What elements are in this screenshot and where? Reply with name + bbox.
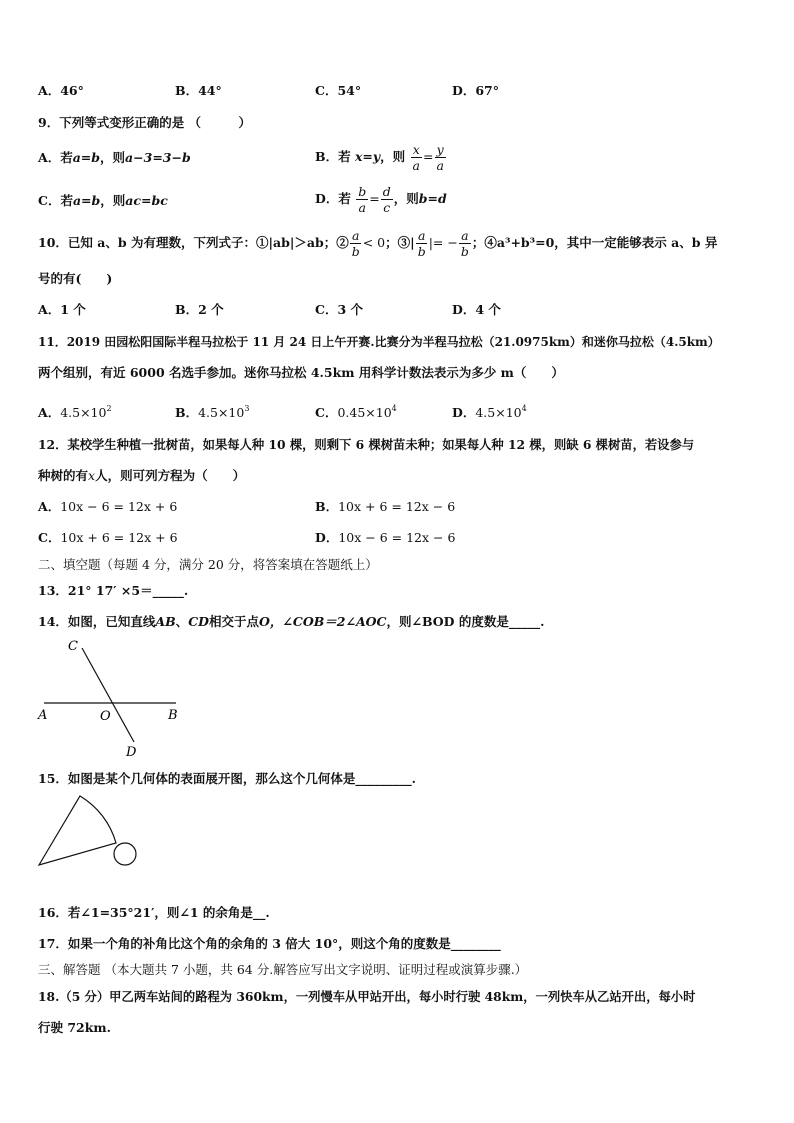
q11-stem-line2: 两个组别，有近 6000 名选手参加。迷你马拉松 4.5km 用科学计数法表示为多少 m（ ） — [38, 365, 564, 380]
q12-option-c: C．10x + 6 = 12x + 6 — [38, 530, 178, 545]
q12-option-d: D．10x − 6 = 12x − 6 — [315, 530, 456, 545]
q10-option-d: D．4 个 — [452, 302, 501, 317]
base-circle — [114, 843, 136, 865]
q8-option-b: B．44° — [175, 83, 222, 98]
q9-option-b: B．若 x=y，则 $\frac{x}{a}$ = $\frac{y}{a}$ — [315, 142, 444, 173]
q18-stem-line2: 行驶 72km. — [38, 1020, 111, 1035]
q18-stem-line1: 18.（5 分）甲乙两车站间的路程为 360km，一列慢车从甲站开出，每小时行驶 48km，一列快车从乙站开出，每小时 — [38, 989, 696, 1004]
q9-option-a: A．若a=b，则a−3=3−b — [38, 150, 191, 165]
q16-stem: 16．若∠1=35°21′，则∠1 的余角是__. — [38, 905, 270, 920]
q9-stem: 9．下列等式变形正确的是 （ ） — [38, 115, 252, 130]
q11-stem-line1: 11．2019 田园松阳国际半程马拉松于 11 月 24 日上午开赛.比赛分为半程马拉松（21.0975km）和迷你马拉松（4.5km） — [38, 335, 720, 349]
fraction: $\frac{a}{b}$ — [417, 228, 426, 259]
q10-option-c: C．3 个 — [315, 302, 363, 317]
q8-option-a: A．46° — [38, 83, 84, 98]
label-d: D — [126, 745, 137, 760]
label-a: A — [38, 708, 48, 723]
label-c: C — [68, 639, 78, 654]
q9-option-d: D．若 $\frac{b}{a}$ = $\frac{d}{c}$ ，则b=d — [315, 184, 447, 215]
section-fill-in-heading: 二、填空题（每题 4 分，满分 20 分，将答案填在答题纸上） — [38, 557, 378, 572]
q14-stem: 14．如图，已知直线AB、CD相交于点O，∠COB＝2∠AOC，则∠BOD 的度数是_____. — [38, 614, 545, 629]
q10-option-a: A．1 个 — [38, 302, 86, 317]
q12-stem-line1: 12．某校学生种植一批树苗，如果每人种 10 棵，则剩下 6 棵树苗未种；如果每人种 12 棵，则缺 6 棵树苗，若设参与 — [38, 437, 695, 452]
fraction: $\frac{d}{c}$ — [382, 184, 391, 215]
q17-stem: 17．如果一个角的补角比这个角的余角的 3 倍大 10°，则这个角的度数是________ — [38, 936, 501, 951]
q8-option-d: D．67° — [452, 83, 499, 98]
q15-stem: 15．如图是某个几何体的表面展开图，那么这个几何体是_________. — [38, 771, 416, 786]
q11-option-c: C．$0.45\times 10^4$ — [315, 404, 397, 420]
q12-option-a: A．10x − 6 = 12x + 6 — [38, 499, 178, 514]
q15-cone-net-diagram — [30, 790, 150, 880]
fraction: $\frac{y}{a}$ — [436, 142, 444, 173]
q8-option-c: C．54° — [315, 83, 362, 98]
fraction: $\frac{a}{b}$ — [460, 228, 469, 259]
q13-stem: 13．21° 17′ ×5＝_____. — [38, 583, 189, 598]
q9-option-c: C．若a=b，则ac=bc — [38, 193, 168, 208]
fraction: $\frac{a}{b}$ — [351, 228, 360, 259]
q11-option-d: D．$4.5\times 10^4$ — [452, 404, 527, 420]
fraction: $\frac{x}{a}$ — [412, 142, 420, 173]
q14-intersecting-lines-diagram — [30, 632, 190, 762]
fraction: $\frac{b}{a}$ — [358, 184, 367, 215]
label-o: O — [100, 709, 111, 724]
line-cd — [82, 648, 134, 742]
q12-stem-line2: 种树的有x人，则可列方程为（ ） — [38, 468, 246, 483]
q10-stem-line2: 号的有( ) — [38, 271, 113, 286]
q11-option-a: A．$4.5\times 10^2$ — [38, 404, 112, 420]
q11-option-b: B．$4.5\times 10^3$ — [175, 404, 250, 420]
q10-stem-line1: 10．已知 a、b 为有理数，下列式子：①|ab|＞ab；② $\frac{a}{b}$ < 0；③| $\frac{a}{b}$ |= − $\frac{a}{b}$ ；④a³+b³=0，其中一定能够表示 a、b 异 — [38, 228, 718, 259]
label-b: B — [168, 708, 178, 723]
sector-shape — [39, 796, 116, 865]
q10-option-b: B．2 个 — [175, 302, 224, 317]
q12-option-b: B．10x + 6 = 12x − 6 — [315, 499, 456, 514]
section-answer-heading: 三、解答题 （本大题共 7 小题，共 64 分.解答应写出文字说明、证明过程或演算步骤.） — [38, 962, 528, 977]
